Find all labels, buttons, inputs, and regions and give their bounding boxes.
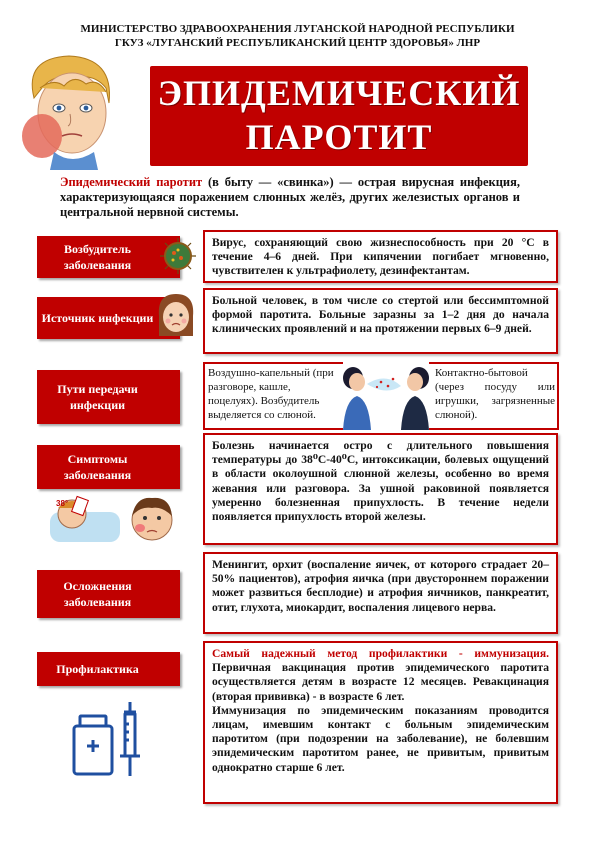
prevention-text-2: Иммунизация по эпидемическим показаниям проводится лицам, имевшим контакт с больным эпидемическим паротитом (при подозрении на заболевание), не болевшим эпидемическим паротитом ранее, не привитым, привитым однократно старше 6 лет. [212,703,549,774]
label-transmission [37,370,180,424]
source-text: Больной человек, в том числе со стертой или бессимптомной формой паротита. Больные заразны за 1–2 дня до начала клинических проявлений и на протяжении первых 6–9 дней. [212,294,549,336]
symptoms-text: Болезнь начинается остро с длительного повышения температуры до 38⁰С-40⁰С, интоксикации, болевых ощущений в области околоушной слюнной железы, особенно во время жевания или разговора. За ушной раковиной появляется умеренно болезненная припухлость. В течение недели появляется припухлость второй железы. [212,439,549,524]
complications-text: Менингит, орхит (воспаление яичек, от которого страдает 20–50% пациентов), атрофия яичка (при двустороннем поражении может развиться бесплодие) и атрофия яичников, панкреатит, отит, глухота, миокардит, воспаления лицевого нерва. [212,558,549,614]
transmission-airborne-text: Воздушно-капельный (при разговоре, кашле, поцелуях). Возбудитель выделяется со слюной. [208,367,334,421]
box-source [203,288,558,354]
box-pathogen [203,230,558,283]
label-complications-text: Осложнения заболевания [63,579,132,609]
svg-text:38°: 38° [56,499,69,508]
transmission-contact-text: Контактно-бытовой (через посуду или игрушки, загрязненные слюной). [435,367,555,421]
box-symptoms [203,433,558,545]
label-source-text: Источник инфекции [41,311,154,325]
sneezing-people-icon [341,362,431,430]
box-prevention [203,641,558,804]
label-symptoms [37,445,180,489]
label-transmission-text: Пути передачи инфекции [57,382,138,412]
label-symptoms-text: Симптомы заболевания [63,452,132,482]
title-line-1: ЭПИДЕМИЧЕСКИЙ [157,73,521,113]
title-banner [150,66,528,166]
intro-paragraph [60,175,520,220]
sick-girl-icon [155,292,197,338]
intro-text: (в быту — «свинка») — острая вирусная инфекция, характеризующаяся поражением слюнных желёз, других железистых органов и центральной нервной системы. [60,175,520,219]
prevention-red-text: Самый надежный метод профилактики - иммунизация. [212,647,549,660]
ministry-line-1: МИНИСТЕРСТВО ЗДРАВООХРАНЕНИЯ ЛУГАНСКОЙ НАРОДНОЙ РЕСПУБЛИКИ [80,23,515,35]
label-complications [37,570,180,618]
ministry-line-2: ГКУЗ «ЛУГАНСКИЙ РЕСПУБЛИКАНСКИЙ ЦЕНТР ЗДОРОВЬЯ» ЛНР [114,37,481,49]
label-pathogen-text: Возбудитель заболевания [63,242,132,272]
title-line-2: ПАРОТИТ [245,117,433,157]
box-complications [203,552,558,634]
transmission-panel [203,362,559,430]
vaccine-icon [68,700,158,780]
virus-icon [158,236,198,276]
prevention-text-1: Первичная вакцинация против эпидемического паротита осуществляется детям в возрасте 12 месяцев. Ревакцинация (вторая прививка) - в возрасте 6 лет. [212,661,549,703]
sick-boy-illustration [14,48,126,170]
label-prevention [37,652,180,686]
sick-children-illustration [44,494,180,544]
pathogen-text: Вирус, сохраняющий свою жизнеспособность при 20 °С в течение 4–6 дней. При кипячении погибает мгновенно, чувствителен к ультрафиолету, дезинфектантам. [212,236,549,278]
label-prevention-text: Профилактика [56,662,139,676]
ministry-header [0,22,595,50]
intro-term: Эпидемический паротит [60,175,203,189]
